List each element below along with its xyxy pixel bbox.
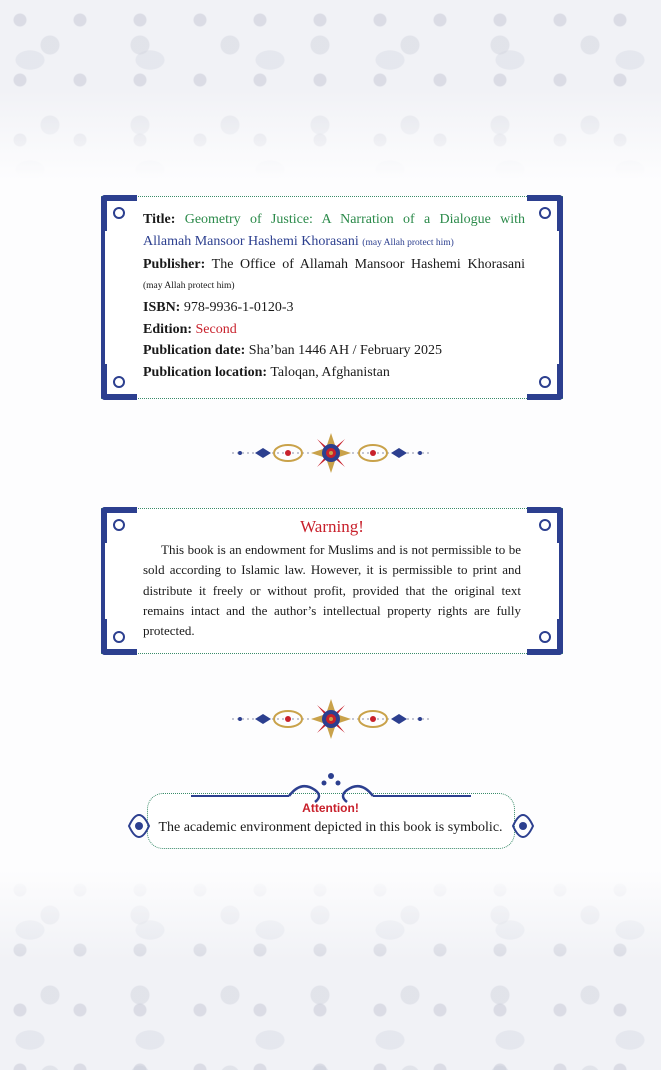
edition-label: Edition: [143,321,193,337]
frame-corner-ornament [527,619,563,655]
frame-corner-ornament [101,364,137,400]
publication-date-row [143,340,525,362]
background-pattern-top [0,0,661,180]
frame-corner-ornament [527,195,563,231]
edition-value: Second [195,321,237,337]
publisher-row [143,254,525,276]
publication-info-box [101,196,563,399]
title-row-continued [143,231,525,255]
publication-location-label: Publication location: [143,364,268,380]
publisher-label: Publisher: [143,257,206,272]
isbn-value: 978-9936-1-0120-3 [183,300,294,315]
frame-corner-ornament [101,619,137,655]
isbn-label: ISBN: [143,300,181,315]
title-honorific: (may Allah protect him) [362,237,454,248]
title-value-line1: Geometry of Justice: A Narration of a Dialogue with [184,212,525,227]
background-pattern-bottom [0,870,661,1070]
frame-corner-ornament [527,364,563,400]
publisher-value: The Office of Allamah Mansoor Hashemi Khorasani [211,257,526,272]
title-label: Title: [143,212,176,227]
isbn-row [143,297,525,319]
warning-title: Warning! [300,517,364,536]
title-row [143,209,525,231]
ornament-divider [0,431,661,475]
edition-row [143,319,525,341]
publication-date-label: Publication date: [143,343,246,358]
publication-location-row [143,362,525,384]
attention-text: The academic environment depicted in this book is symbolic. [158,820,503,835]
warning-box [101,508,563,654]
title-value-line2: Allamah Mansoor Hashemi Khorasani [143,233,359,249]
ornament-divider [0,697,661,741]
publisher-honorific: (may Allah protect him) [143,280,235,291]
attention-title: Attention! [302,801,359,815]
publication-date-value: Sha’ban 1446 AH / February 2025 [248,343,443,358]
warning-text: This book is an endowment for Muslims and is not permissible to be sold according to Islamic law. However, it is permissible to print and distribute it freely or without profit, provided that the original text remains intact and the author’s intellectual property rights are fully protected. [143,542,521,639]
frame-corner-ornament [101,195,137,231]
publication-location-value: Taloqan, Afghanistan [270,364,390,380]
